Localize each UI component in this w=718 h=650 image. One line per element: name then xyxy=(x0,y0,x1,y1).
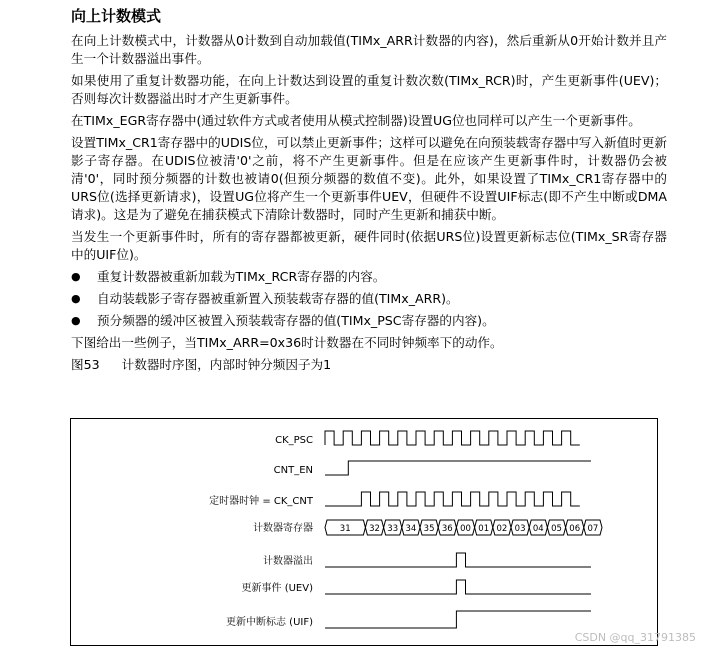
update-event-wave xyxy=(325,580,591,594)
bullet-icon: ● xyxy=(71,270,81,283)
counter-overflow-wave xyxy=(325,553,591,567)
counter-value-label: 05 xyxy=(551,524,562,534)
timing-diagram-svg xyxy=(71,419,659,647)
counter-value-label: 01 xyxy=(478,524,490,534)
counter-value-label: 33 xyxy=(387,524,399,534)
counter-value-label: 00 xyxy=(460,524,471,534)
counter-value-label: 32 xyxy=(369,524,380,534)
counter-value-label: 03 xyxy=(514,524,526,534)
counter-value-label: 34 xyxy=(405,524,417,534)
section-title: 向上计数模式 xyxy=(71,7,162,25)
label-ck-psc: CK_PSC xyxy=(275,435,313,446)
figure-number: 图53 xyxy=(71,357,100,372)
paragraph-3: 在TIMx_EGR寄存器中(通过软件方式或者使用从模式控制器)设置UG位也同样可以产生一个更新事件。 xyxy=(71,113,641,128)
cnt-en-wave xyxy=(325,461,591,475)
paragraph-2: 如果使用了重复计数器功能，在向上计数达到设置的重复计数次数(TIMx_RCR)时，产生更新事件(UEV)；否则每次计数器溢出时才产生更新事件。 xyxy=(71,73,667,106)
watermark: CSDN @qq_31791385 xyxy=(574,631,696,644)
bullet-icon: ● xyxy=(71,292,81,305)
timer-clock-wave xyxy=(325,492,580,506)
label-counter-register: 计数器寄存器 xyxy=(253,523,313,534)
update-flag-wave xyxy=(325,611,591,628)
figure-caption xyxy=(71,356,667,374)
figure-intro: 下图给出一些例子，当TIMx_ARR=0x36时计数器在不同时钟频率下的动作。 xyxy=(71,335,503,350)
counter-value-label: 07 xyxy=(587,524,599,534)
counter-value-label: 36 xyxy=(441,524,453,534)
label-update-event: 更新事件 (UEV) xyxy=(241,583,313,594)
list-item-text: 预分频器的缓冲区被置入预装载寄存器的值(TIMx_PSC寄存器的内容)。 xyxy=(97,313,495,328)
label-update-flag: 更新中断标志 (UIF) xyxy=(225,617,313,628)
timing-diagram xyxy=(70,418,658,646)
counter-value-label: 04 xyxy=(532,524,544,534)
label-timer-clock: 定时器时钟 = CK_CNT xyxy=(209,496,313,507)
counter-value-label: 35 xyxy=(423,524,435,534)
counter-value-label: 31 xyxy=(339,524,351,534)
waveforms xyxy=(325,431,602,628)
label-counter-overflow: 计数器溢出 xyxy=(263,556,313,567)
paragraph-1: 在向上计数模式中，计数器从0计数到自动加载值(TIMx_ARR计数器的内容)，然后重新从0开始计数并且产生一个计数器溢出事件。 xyxy=(71,33,667,66)
bullet-list xyxy=(71,268,667,330)
document-body xyxy=(71,6,667,374)
figure-caption-text: 计数器时序图，内部时钟分频因子为1 xyxy=(121,357,332,372)
counter-value-label: 02 xyxy=(496,524,508,534)
label-cnt-en: CNT_EN xyxy=(273,465,313,476)
list-item-text: 重复计数器被重新加载为TIMx_RCR寄存器的内容。 xyxy=(97,269,386,284)
list-item xyxy=(71,268,667,286)
paragraph-5: 当发生一个更新事件时，所有的寄存器都被更新，硬件同时(依据URS位)设置更新标志位(TIMx_SR寄存器中的UIF位)。 xyxy=(71,229,667,262)
ck-psc-wave xyxy=(325,431,580,445)
paragraph-4: 设置TIMx_CR1寄存器中的UDIS位，可以禁止更新事件；这样可以避免在向预装载寄存器中写入新值时更新影子寄存器。在UDIS位被清'0'之前，将不产生更新事件。但是在应该产生更新事件时，计数器仍会被清'0'，同时预分频器的计数也被请0(但预分频器的数值不变)。此外，如果设置了TIMx_CR1寄存器中的URS位(选择更新请求)，设置UG位将产生一个更新事件UEV，但硬件不设置UIF标志(即不产生中断或DMA请求)。这是为了避免在捕获模式下清除计数器时，同时产生更新和捕获中断。 xyxy=(71,135,667,222)
list-item-text: 自动装载影子寄存器被重新置入预装载寄存器的值(TIMx_ARR)。 xyxy=(97,291,459,306)
list-item xyxy=(71,290,667,308)
list-item xyxy=(71,312,667,330)
bullet-icon: ● xyxy=(71,314,81,327)
counter-value-label: 06 xyxy=(569,524,581,534)
